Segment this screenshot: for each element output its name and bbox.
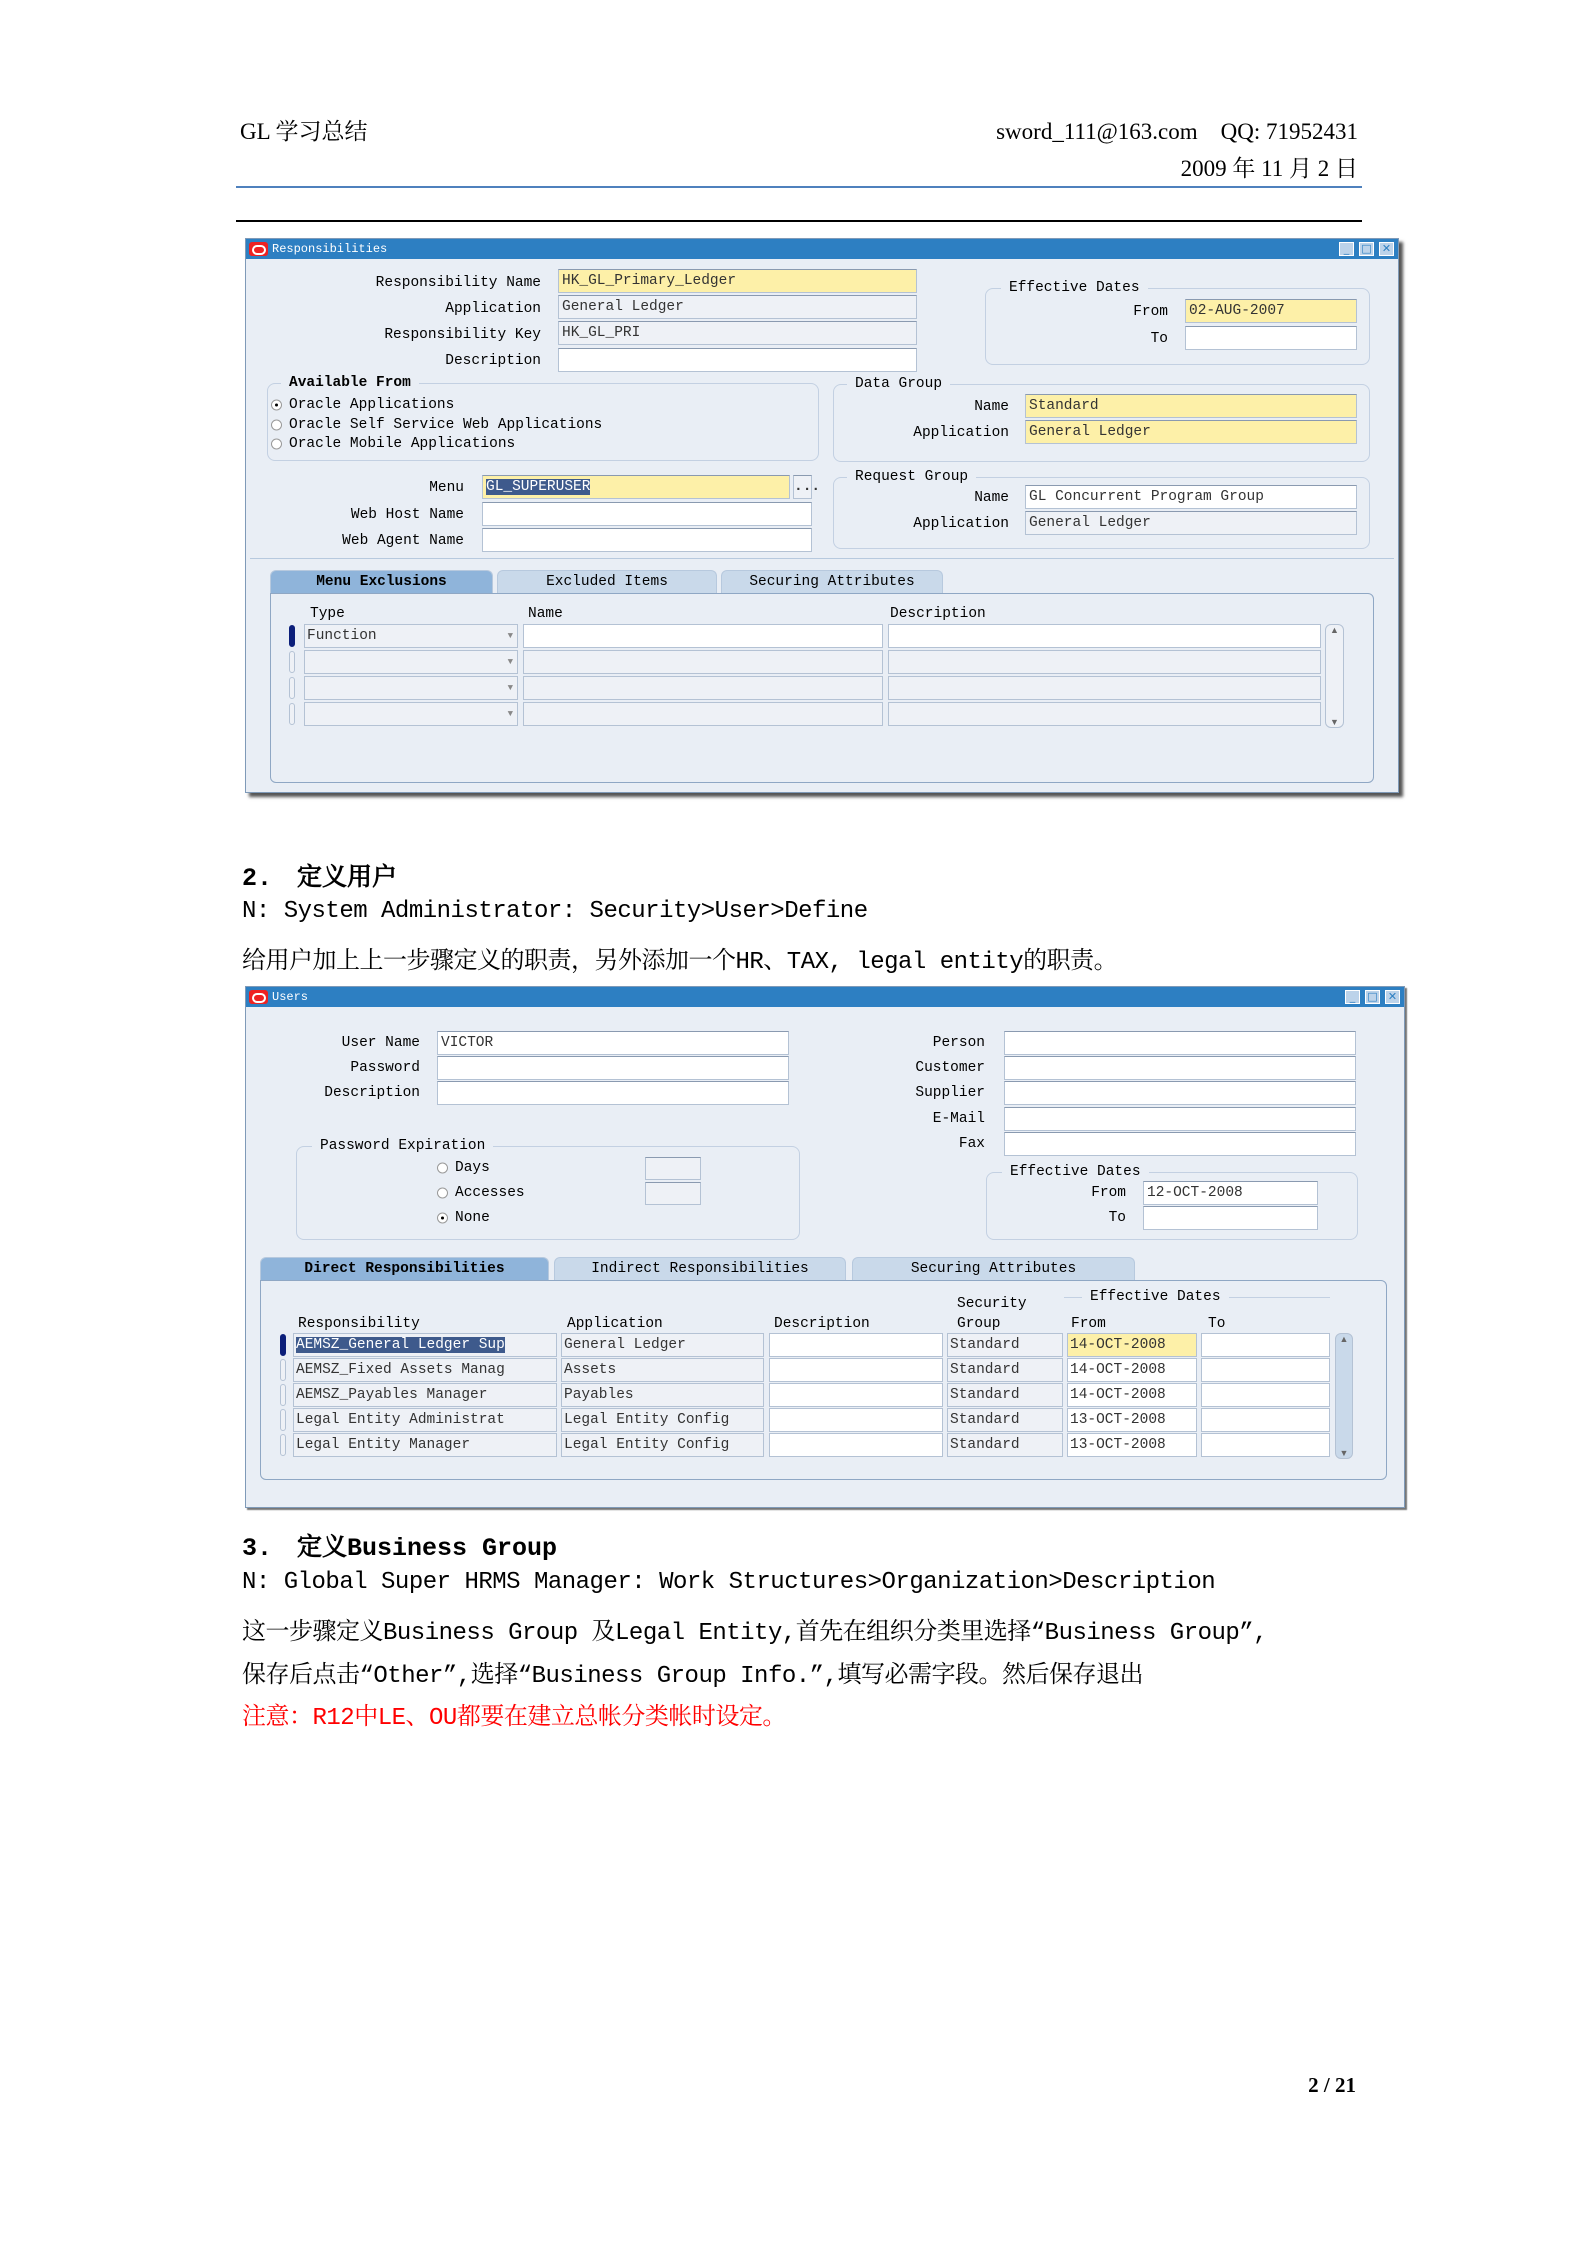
days-field[interactable]	[645, 1157, 701, 1180]
from-date-cell[interactable]: 14-OCT-2008	[1067, 1383, 1197, 1407]
description-cell[interactable]	[769, 1358, 943, 1382]
data-group-name-field[interactable]: Standard	[1025, 394, 1357, 418]
security-group-cell[interactable]: Standard	[947, 1383, 1063, 1407]
label-application: Application	[445, 301, 541, 317]
description-cell[interactable]	[769, 1383, 943, 1407]
responsibility-name-field[interactable]: HK_GL_Primary_Ledger	[558, 269, 917, 293]
section3-line1: 这一步骤定义Business Group 及Legal Entity,首先在组织分类里选择“Business Group”,	[242, 1620, 1268, 1647]
effective-dates-header: Effective Dates	[1082, 1289, 1229, 1305]
window-title: Responsibilities	[272, 242, 388, 256]
security-group-cell[interactable]: Standard	[947, 1433, 1063, 1457]
section3-line2: 保存后点击“Other”,选择“Business Group Info.”,填写必需字段。然后保存退出	[242, 1663, 1143, 1690]
label-name: Name	[974, 399, 1009, 415]
application-cell[interactable]: Legal Entity Config	[561, 1433, 764, 1457]
data-group-title: Data Group	[847, 376, 950, 392]
application-cell[interactable]: Legal Entity Config	[561, 1408, 764, 1432]
label-supplier: Supplier	[915, 1085, 985, 1101]
menu-value: GL_SUPERUSER	[486, 479, 591, 495]
password-field[interactable]	[437, 1056, 789, 1080]
section2-description: 给用户加上上一步骤定义的职责，另外添加一个HR、TAX, legal entity的职责。	[242, 949, 1118, 976]
tab-menu-exclusions[interactable]: Menu Exclusions	[270, 570, 493, 593]
responsibility-cell[interactable]	[293, 1333, 557, 1357]
section2-nav-path: N: System Administrator: Security>User>Define	[242, 898, 868, 925]
scroll-up-icon[interactable]: ▲	[1339, 1334, 1349, 1344]
effective-from-field[interactable]: 02-AUG-2007	[1185, 299, 1357, 323]
security-group-cell[interactable]: Standard	[947, 1333, 1063, 1357]
label-responsibility-key: Responsibility Key	[384, 327, 541, 343]
header-date: 2009 年 11 月 2 日	[1180, 156, 1358, 181]
section3-note: 注意：R12中LE、OU都要在建立总帐分类帐时设定。	[242, 1705, 786, 1732]
description-cell[interactable]	[769, 1333, 943, 1357]
label-email: E-Mail	[932, 1111, 985, 1127]
header-contact: sword_111@163.com QQ: 71952431	[996, 119, 1358, 144]
column-header-description: Description	[890, 606, 986, 622]
to-date-cell[interactable]	[1201, 1383, 1330, 1407]
column-header-from: From	[1071, 1316, 1106, 1332]
label-name: Name	[974, 490, 1009, 506]
application-cell[interactable]: Assets	[561, 1358, 764, 1382]
person-field[interactable]	[1004, 1031, 1356, 1055]
tab-securing-attributes[interactable]: Securing Attributes	[852, 1257, 1135, 1280]
chevron-down-icon[interactable]: ▼	[507, 631, 513, 641]
radio-label: None	[455, 1210, 490, 1226]
password-expiration-title: Password Expiration	[312, 1138, 493, 1154]
label-to: To	[1108, 1210, 1126, 1226]
effective-from-field[interactable]: 12-OCT-2008	[1143, 1181, 1318, 1205]
responsibility-cell[interactable]: AEMSZ_Payables Manager	[293, 1383, 557, 1407]
user-name-field[interactable]: VICTOR	[437, 1031, 789, 1055]
label-web-agent: Web Agent Name	[342, 533, 464, 549]
accesses-field[interactable]	[645, 1182, 701, 1205]
to-date-cell[interactable]	[1201, 1358, 1330, 1382]
responsibility-cell[interactable]: Legal Entity Administrat	[293, 1408, 557, 1432]
responsibility-key-field[interactable]: HK_GL_PRI	[558, 321, 917, 345]
password-expiration-group	[296, 1146, 800, 1240]
radio-label: Accesses	[455, 1185, 525, 1201]
section3-nav-path: N: Global Super HRMS Manager: Work Structures>Organization>Description	[242, 1569, 1216, 1596]
column-header-to: To	[1208, 1316, 1226, 1332]
column-header-name: Name	[528, 606, 563, 622]
security-header: Security	[957, 1296, 1027, 1312]
row-indicator[interactable]	[280, 1384, 286, 1406]
radio-label: Oracle Applications	[289, 397, 455, 413]
radio-label: Days	[455, 1160, 490, 1176]
section2-heading: 2. 定义用户	[242, 864, 398, 893]
data-group-application-field[interactable]: General Ledger	[1025, 420, 1357, 444]
radio-days[interactable]	[437, 1163, 448, 1174]
maximize-icon[interactable]: □	[1365, 990, 1380, 1004]
radio-none[interactable]	[437, 1213, 448, 1224]
type-dropdown[interactable]: Function ▼	[304, 624, 518, 648]
effective-dates-title: Effective Dates	[1002, 1164, 1149, 1180]
security-group-cell[interactable]: Standard	[947, 1358, 1063, 1382]
application-field[interactable]: General Ledger	[558, 295, 917, 319]
label-user-name: User Name	[341, 1035, 420, 1051]
from-date-cell[interactable]: 14-OCT-2008	[1067, 1333, 1197, 1357]
column-header-description: Description	[774, 1316, 870, 1332]
chevron-down-icon[interactable]: ▼	[507, 683, 513, 693]
from-date-cell[interactable]: 13-OCT-2008	[1067, 1433, 1197, 1457]
minimize-icon[interactable]: _	[1339, 242, 1354, 256]
available-from-title: Available From	[281, 375, 419, 391]
label-web-host: Web Host Name	[350, 507, 464, 523]
security-group-cell[interactable]: Standard	[947, 1408, 1063, 1432]
request-group-application-field[interactable]: General Ledger	[1025, 511, 1357, 535]
to-date-cell[interactable]	[1201, 1408, 1330, 1432]
label-application: Application	[913, 425, 1009, 441]
description-cell[interactable]	[769, 1433, 943, 1457]
description-field[interactable]	[437, 1081, 789, 1105]
label-description: Description	[324, 1085, 420, 1101]
responsibility-cell[interactable]: AEMSZ_Fixed Assets Manag	[293, 1358, 557, 1382]
application-cell[interactable]: Payables	[561, 1383, 764, 1407]
column-header-application: Application	[567, 1316, 663, 1332]
row-indicator[interactable]	[280, 1409, 286, 1431]
request-group-title: Request Group	[847, 469, 976, 485]
label-application: Application	[913, 516, 1009, 532]
responsibility-cell[interactable]: Legal Entity Manager	[293, 1433, 557, 1457]
row-indicator[interactable]	[280, 1434, 286, 1456]
label-person: Person	[932, 1035, 985, 1051]
effective-dates-title: Effective Dates	[1001, 280, 1148, 296]
label-fax: Fax	[958, 1136, 985, 1152]
fax-field[interactable]	[1004, 1132, 1356, 1156]
radio-label: Oracle Mobile Applications	[289, 436, 516, 452]
tab-excluded-items[interactable]: Excluded Items	[497, 570, 717, 593]
column-header-group: Group	[957, 1316, 1001, 1332]
menu-lov-button[interactable]: ...	[793, 475, 812, 499]
minimize-icon[interactable]: _	[1345, 990, 1360, 1004]
chevron-down-icon[interactable]: ▼	[507, 657, 513, 667]
radio-label: Oracle Self Service Web Applications	[289, 417, 603, 433]
request-group-name-field[interactable]: GL Concurrent Program Group	[1025, 485, 1357, 509]
label-password: Password	[350, 1060, 420, 1076]
label-customer: Customer	[915, 1060, 985, 1076]
scroll-down-icon[interactable]: ▼	[1339, 1448, 1349, 1458]
column-header-type: Type	[310, 606, 345, 622]
email-field[interactable]	[1004, 1107, 1356, 1131]
selected-value: AEMSZ_General Ledger Sup	[296, 1337, 505, 1353]
application-cell[interactable]: General Ledger	[561, 1333, 764, 1357]
to-date-cell[interactable]	[1201, 1433, 1330, 1457]
supplier-field[interactable]	[1004, 1081, 1356, 1105]
from-date-cell[interactable]: 14-OCT-2008	[1067, 1358, 1197, 1382]
label-responsibility-name: Responsibility Name	[375, 275, 541, 291]
label-from: From	[1133, 304, 1168, 320]
maximize-icon[interactable]: □	[1359, 242, 1374, 256]
row-indicator[interactable]	[280, 1359, 286, 1381]
page-number: 2 / 21	[1308, 2073, 1356, 2097]
description-cell[interactable]	[769, 1408, 943, 1432]
window-title: Users	[272, 990, 309, 1004]
chevron-down-icon[interactable]: ▼	[507, 709, 513, 719]
label-from: From	[1091, 1185, 1126, 1201]
header-title: GL 学习总结	[240, 119, 368, 144]
close-icon[interactable]: ✕	[1385, 990, 1400, 1004]
section3-heading: 3. 定义Business Group	[242, 1534, 558, 1563]
to-date-cell[interactable]	[1201, 1333, 1330, 1357]
scroll-up-icon[interactable]: ▲	[1330, 625, 1339, 635]
from-date-cell[interactable]: 13-OCT-2008	[1067, 1408, 1197, 1432]
tab-direct-responsibilities[interactable]: Direct Responsibilities	[260, 1257, 549, 1280]
label-description: Description	[445, 353, 541, 369]
effective-to-field[interactable]	[1143, 1206, 1318, 1230]
label-menu: Menu	[429, 480, 464, 496]
column-header-responsibility: Responsibility	[298, 1316, 420, 1332]
close-icon[interactable]: ✕	[1379, 242, 1394, 256]
customer-field[interactable]	[1004, 1056, 1356, 1080]
tab-indirect-responsibilities[interactable]: Indirect Responsibilities	[554, 1257, 846, 1280]
radio-accesses[interactable]	[437, 1188, 448, 1199]
row-indicator[interactable]	[280, 1334, 286, 1356]
tab-securing-attributes[interactable]: Securing Attributes	[721, 570, 943, 593]
table-scrollbar[interactable]	[1335, 1333, 1353, 1459]
scroll-down-icon[interactable]: ▼	[1330, 717, 1339, 727]
label-to: To	[1150, 331, 1168, 347]
